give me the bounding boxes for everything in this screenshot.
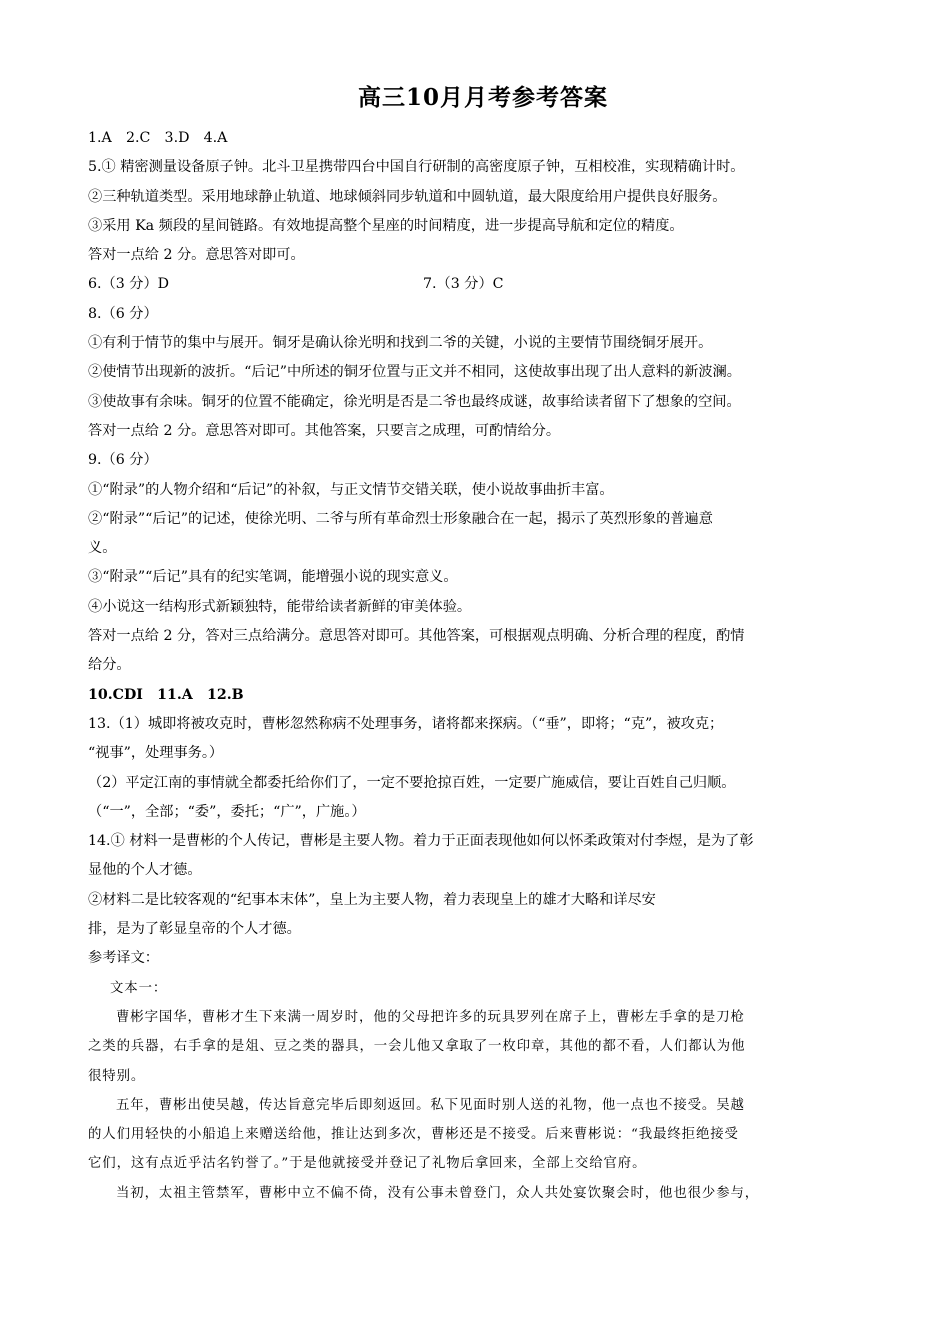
page-title: 高三10月月考参考答案 (357, 84, 608, 111)
answer-9-point-1: ①“附录”的人物介绍和“后记”的补叙，与正文情节交错关联，使小说故事曲折丰富。 (88, 481, 614, 498)
answer-13-part-2-notes: （“一”，全部；“委”，委托；“广”，广施。） (88, 803, 366, 820)
answer-8-point-2: ②使情节出现新的波折。“后记”中所述的铜牙位置与正文并不相同，这使故事出现了出人意料的新波澜。 (88, 364, 741, 381)
translation-para-3-line-1: 当初，太祖主管禁军，曹彬中立不偏不倚，没有公事未曾登门，众人共处宴饮聚会时，他也很少参与， (116, 1185, 760, 1201)
answers-6-7-row (88, 270, 878, 299)
answer-9-point-3: ③“附录”“后记”具有的纪实笔调，能增强小说的现实意义。 (88, 569, 458, 586)
translation-para-1-line-1: 曹彬字国华，曹彬才生下来满一周岁时，他的父母把许多的玩具罗列在席子上，曹彬左手拿的是刀枪 (116, 1009, 745, 1025)
answer-9-point-2-cont: 义。 (88, 540, 117, 557)
answer-14-point-2: ②材料二是比较客观的“纪事本末体”，皇上为主要人物，着力表现皇上的雄才大略和详尽安 (88, 891, 656, 908)
answer-8-scoring: 答对一点给 2 分。意思答对即可。其他答案，只要言之成理，可酌情给分。 (88, 422, 561, 439)
answer-13-part-1: 13.（1）城即将被攻克时，曹彬忽然称病不处理事务，诸将都来探病。（“垂”，即将；“克”，被攻克； (88, 715, 724, 732)
translation-para-2-line-2: 的人们用轻快的小船追上来赠送给他，推让达到多次，曹彬还是不接受。后来曹彬说：“我最终拒绝接受 (88, 1127, 739, 1143)
answer-13-part-1-notes: “视事”，处理事务。） (88, 745, 224, 762)
translation-para-1-line-2: 之类的兵器，右手拿的是俎、豆之类的器具，一会儿他又拿取了一枚印章，其他的都不看，人们都认为他 (88, 1039, 746, 1055)
answers-1-4: 1.A 2.C 3.D 4.A (88, 130, 228, 146)
translation-para-2-line-1: 五年，曹彬出使吴越，传达旨意完毕后即刻返回。私下见面时别人送的礼物，他一点也不接受。吴越 (116, 1097, 745, 1113)
answer-8-point-3: ③使故事有余味。铜牙的位置不能确定，徐光明是否是二爷也最终成谜，故事给读者留下了想象的空间。 (88, 393, 741, 410)
answer-9-scoring-cont: 给分。 (88, 657, 131, 674)
answer-9-scoring: 答对一点给 2 分，答对三点给满分。意思答对即可。其他答案，可根据观点明确、分析合理的程度，酌情 (88, 628, 745, 645)
answer-5-point-1: 5.① 精密测量设备原子钟。北斗卫星携带四台中国自行研制的高密度原子钟，互相校准，实现精确计时。 (88, 159, 745, 176)
answer-7: 7.（3 分）C (423, 276, 504, 293)
answer-13-part-2: （2）平定江南的事情就全都委托给你们了，一定不要抢掠百姓，一定要广施威信，要让百姓自己归顺。 (88, 774, 736, 791)
answer-9-point-4: ④小说这一结构形式新颖独特，能带给读者新鲜的审美体验。 (88, 598, 472, 615)
answer-6: 6.（3 分）D (88, 276, 170, 293)
question-8-header: 8.（6 分） (88, 305, 158, 322)
answers-10-12: 10.CDI 11.A 12.B (88, 686, 244, 703)
translation-para-1-line-3: 很特别。 (88, 1068, 146, 1084)
question-9-header: 9.（6 分） (88, 452, 158, 469)
answer-8-point-1: ①有利于情节的集中与展开。铜牙是确认徐光明和找到二爷的关键，小说的主要情节围绕铜牙展开。 (88, 335, 713, 352)
answer-14-point-1: 14.① 材料一是曹彬的个人传记，曹彬是主要人物。着力于正面表现他如何以怀柔政策对付李煜，是为了彰 (88, 833, 754, 850)
answer-14-point-1-cont: 显他的个人才德。 (88, 862, 202, 879)
answer-9-point-2: ②“附录”“后记”的记述，使徐光明、二爷与所有革命烈士形象融合在一起，揭示了英烈形象的普遍意 (88, 510, 713, 527)
answer-5-point-2: ②三种轨道类型。采用地球静止轨道、地球倾斜同步轨道和中圆轨道，最大限度给用户提供良好服务。 (88, 188, 727, 205)
answer-5-point-3: ③采用 Ka 频段的星间链路。有效地提高整个星座的时间精度，进一步提高导航和定位的精度。 (88, 217, 684, 234)
text-1-heading: 文本一： (110, 980, 168, 996)
answer-14-point-2-cont: 排，是为了彰显皇帝的个人才德。 (88, 921, 301, 938)
answer-5-scoring: 答对一点给 2 分。意思答对即可。 (88, 247, 305, 264)
translation-para-2-line-3: 它们，这有点近乎沽名钓誉了。”于是他就接受并登记了礼物后拿回来，全部上交给官府。 (88, 1156, 647, 1172)
reference-translation-label: 参考译文： (88, 950, 159, 967)
answer-sheet-page (88, 80, 878, 1208)
